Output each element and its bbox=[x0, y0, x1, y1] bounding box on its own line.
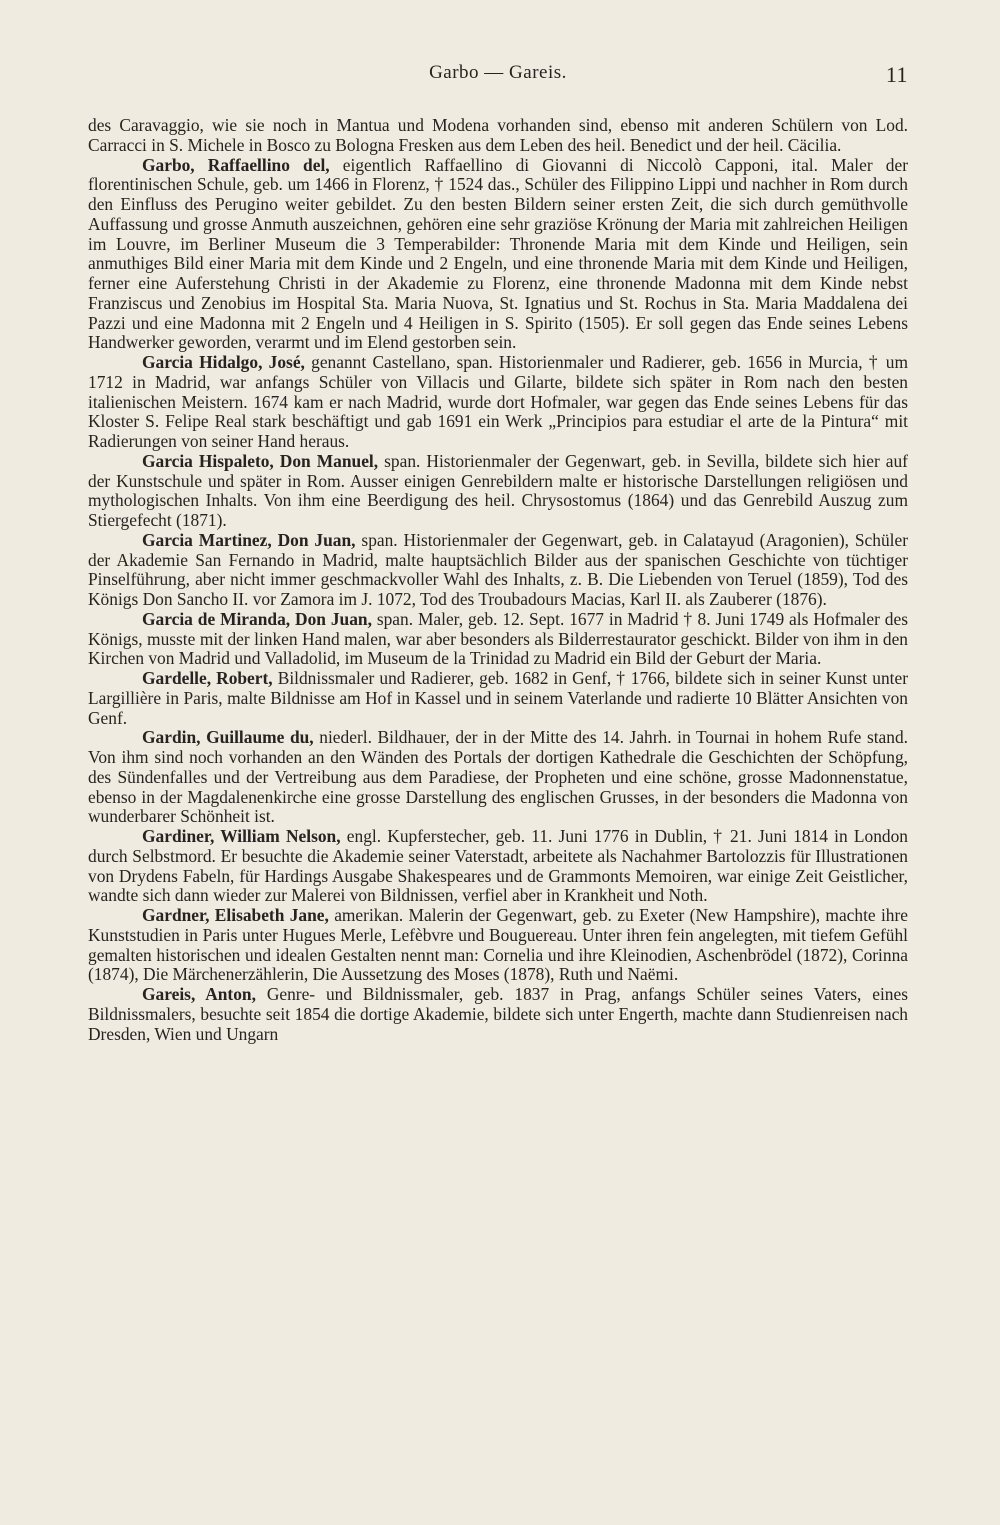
entry-garcia-hidalgo bbox=[88, 353, 908, 452]
entry-garcia-hispaleto bbox=[88, 452, 908, 531]
entry-headword: Gardner, Elisabeth Jane, bbox=[142, 905, 329, 925]
entry-headword: Gardin, Guillaume du, bbox=[142, 727, 314, 748]
entry-gardin bbox=[88, 728, 908, 827]
entry-gardner bbox=[88, 906, 908, 985]
entry-gardelle bbox=[88, 669, 908, 728]
entry-continuation bbox=[88, 116, 908, 156]
entry-garcia-martinez bbox=[88, 531, 908, 610]
entry-text: genannt Castellano, span. Historienmaler und Radierer, geb. 1656 in Murcia, † um 1712 in Madrid, war anfangs Schüler von Villacis und Gilarte, bildete sich später in Rom nach den besten italienischen Meistern. 1674 kam er nach Madrid, wurde dort Hofmaler, war gegen das Ende seines Lebens für das Kloster S. Felipe Real stark beschäftigt und gab 1691 ein Werk „Principios para estudiar el arte de la Pintura“ mit Radierungen von seiner Hand heraus. bbox=[88, 352, 908, 451]
running-head-title: Garbo — Gareis. bbox=[429, 62, 567, 83]
entry-text: span. Maler, geb. 12. Sept. 1677 in Madrid † 8. Juni 1749 als Hofmaler des Königs, musste mit der linken Hand malen, war aber besonders als Bilderrestaurator geschickt. Bilder von ihm in den Kirchen von Madrid und Valladolid, im Museum de la Trinidad zu Madrid ein Bild der Geburt der Maria. bbox=[88, 608, 908, 669]
entry-text: span. Historienmaler der Gegenwart, geb. in Sevilla, bildete sich hier auf der Kunstschule und später in Rom. Ausser einigen Genrebildern malte er historische Darstellungen religiösen und mythologischen Inhalts. Von ihm eine Beerdigung des heil. Chrysostomus (1864) und das Genrebild Auszug zum Stiergefecht (1871). bbox=[88, 450, 908, 530]
entry-text: des Caravaggio, wie sie noch in Mantua und Modena vorhanden sind, ebenso mit anderen Schülern von Lod. Carracci in S. Michele in Bosco zu Bologna Fresken aus dem Leben des heil. Benedict und der heil. Cäcilia. bbox=[88, 115, 908, 155]
entry-gareis bbox=[88, 985, 908, 1044]
running-head bbox=[88, 62, 908, 92]
entry-headword: Gardelle, Robert, bbox=[142, 668, 273, 688]
entry-garbo bbox=[88, 156, 908, 354]
entry-text: Genre- und Bildnissmaler, geb. 1837 in Prag, anfangs Schüler seines Vaters, eines Bildnissmalers, besuchte seit 1854 die dortige Akademie, bildete sich unter Engerth, machte dann Studienreisen nach Dresden, Wien und Ungarn bbox=[88, 984, 908, 1044]
entry-headword: Garbo, Raffaellino del, bbox=[142, 154, 330, 175]
entry-headword: Garcia Hispaleto, Don Manuel, bbox=[142, 450, 379, 471]
entry-text: span. Historienmaler der Gegenwart, geb. in Calatayud (Aragonien), Schüler der Akademie San Fernando in Madrid, malte hauptsächlich Bilder aus der spanischen Geschichte von tüchtiger Pinselführung, aber nicht immer geschmackvoller Wahl des Inhalts, z. B. Die Liebenden von Teruel (1859), Tod des Königs Don Sancho II. vor Zamora im J. 1072, Tod des Troubadours Macias, Karl II. als Zauberer (1876). bbox=[88, 529, 908, 609]
entry-garcia-de-miranda bbox=[88, 610, 908, 669]
page-number: 11 bbox=[885, 62, 908, 87]
entry-text: amerikan. Malerin der Gegenwart, geb. zu Exeter (New Hampshire), machte ihre Kunststudien in Paris unter Hugues Merle, Lefèbvre und Bouguereau. Unter ihren fein angelegten, mit tiefem Gefühl gemalten historischen und idealen Gestalten nennt man: Cornelia und ihre Kleinodien, Aschenbrödel (1872), Corinna (1874), Die Märchenerzählerin, Die Aussetzung des Moses (1878), Ruth und Naëmi. bbox=[88, 905, 908, 985]
entry-headword: Gardiner, William Nelson, bbox=[142, 826, 341, 846]
entry-text: Bildnissmaler und Radierer, geb. 1682 in Genf, † 1766, bildete sich in seiner Kunst unter Largillière in Paris, malte Bildnisse am Hof in Kassel und in seinem Vaterlande und radierte 10 Blätter Ansichten von Genf. bbox=[88, 668, 908, 728]
entry-headword: Garcia Martinez, Don Juan, bbox=[142, 529, 356, 550]
entry-headword: Gareis, Anton, bbox=[142, 984, 256, 1004]
entry-gardiner bbox=[88, 827, 908, 906]
entry-text: eigentlich Raffaellino di Giovanni di Niccolò Capponi, ital. Maler der florentinischen Schule, geb. um 1466 in Florenz, † 1524 das., Schüler des Filippino Lippi und nachher in Rom durch den Einfluss des Perugino weiter gebildet. Zu den besten Bildern seiner ersten Zeit, die sich durch gemüthvolle Auffassung und grosse Anmuth auszeichnen, gehören eine sehr graziöse Krönung der Maria mit zahlreichen Heiligen im Louvre, im Berliner Museum die 3 Temperabilder: Thronende Maria mit dem Kinde und Heiligen, sein anmuthiges Bild einer Maria mit dem Kinde und 2 Engeln, und eine thronende Maria mit dem Kinde und Heiligen, ferner eine Auferstehung Christi in der Akademie zu Florenz, eine thronende Madonna mit dem Kinde nebst Franziscus und Zenobius im Hospital Sta. Maria Nuova, St. Ignatius und St. Rochus in Sta. Maria Maddalena dei Pazzi und eine Madonna mit 2 Engeln und 4 Heiligen in S. Spirito (1505). Er soll gegen das Ende seines Lebens Handwerker geworden, verarmt und im Elend gestorben sein. bbox=[88, 154, 908, 353]
entry-text: niederl. Bildhauer, der in der Mitte des 14. Jahrh. in Tournai in hohem Rufe stand. Von ihm sind noch vorhanden an den Wänden des Portals der dortigen Kathedrale die Geschichten der Schöpfung, des Sündenfalles und der Vertreibung aus dem Paradiese, der Propheten und eine schöne, grosse Madonnenstatue, ebenso in der Magdalenenkirche eine grosse Darstellung des englischen Grusses, in der besonders die Madonna von wunderbarer Schönheit ist. bbox=[88, 727, 909, 827]
entry-headword: Garcia de Miranda, Don Juan, bbox=[142, 608, 372, 629]
entry-headword: Garcia Hidalgo, José, bbox=[142, 352, 305, 372]
entry-text: engl. Kupferstecher, geb. 11. Juni 1776 in Dublin, † 21. Juni 1814 in London durch Selbstmord. Er besuchte die Akademie seiner Vaterstadt, arbeitete als Nachahmer Bartolozzis für Illustrationen von Drydens Fabeln, für Hardings Ausgabe Shakespeares und de Grammonts Memoiren, war einige Zeit Geistlicher, wandte sich dann wieder zur Malerei von Bildnissen, verfiel aber in Krankheit und Noth. bbox=[88, 826, 908, 906]
lexicon-column bbox=[88, 116, 908, 1044]
